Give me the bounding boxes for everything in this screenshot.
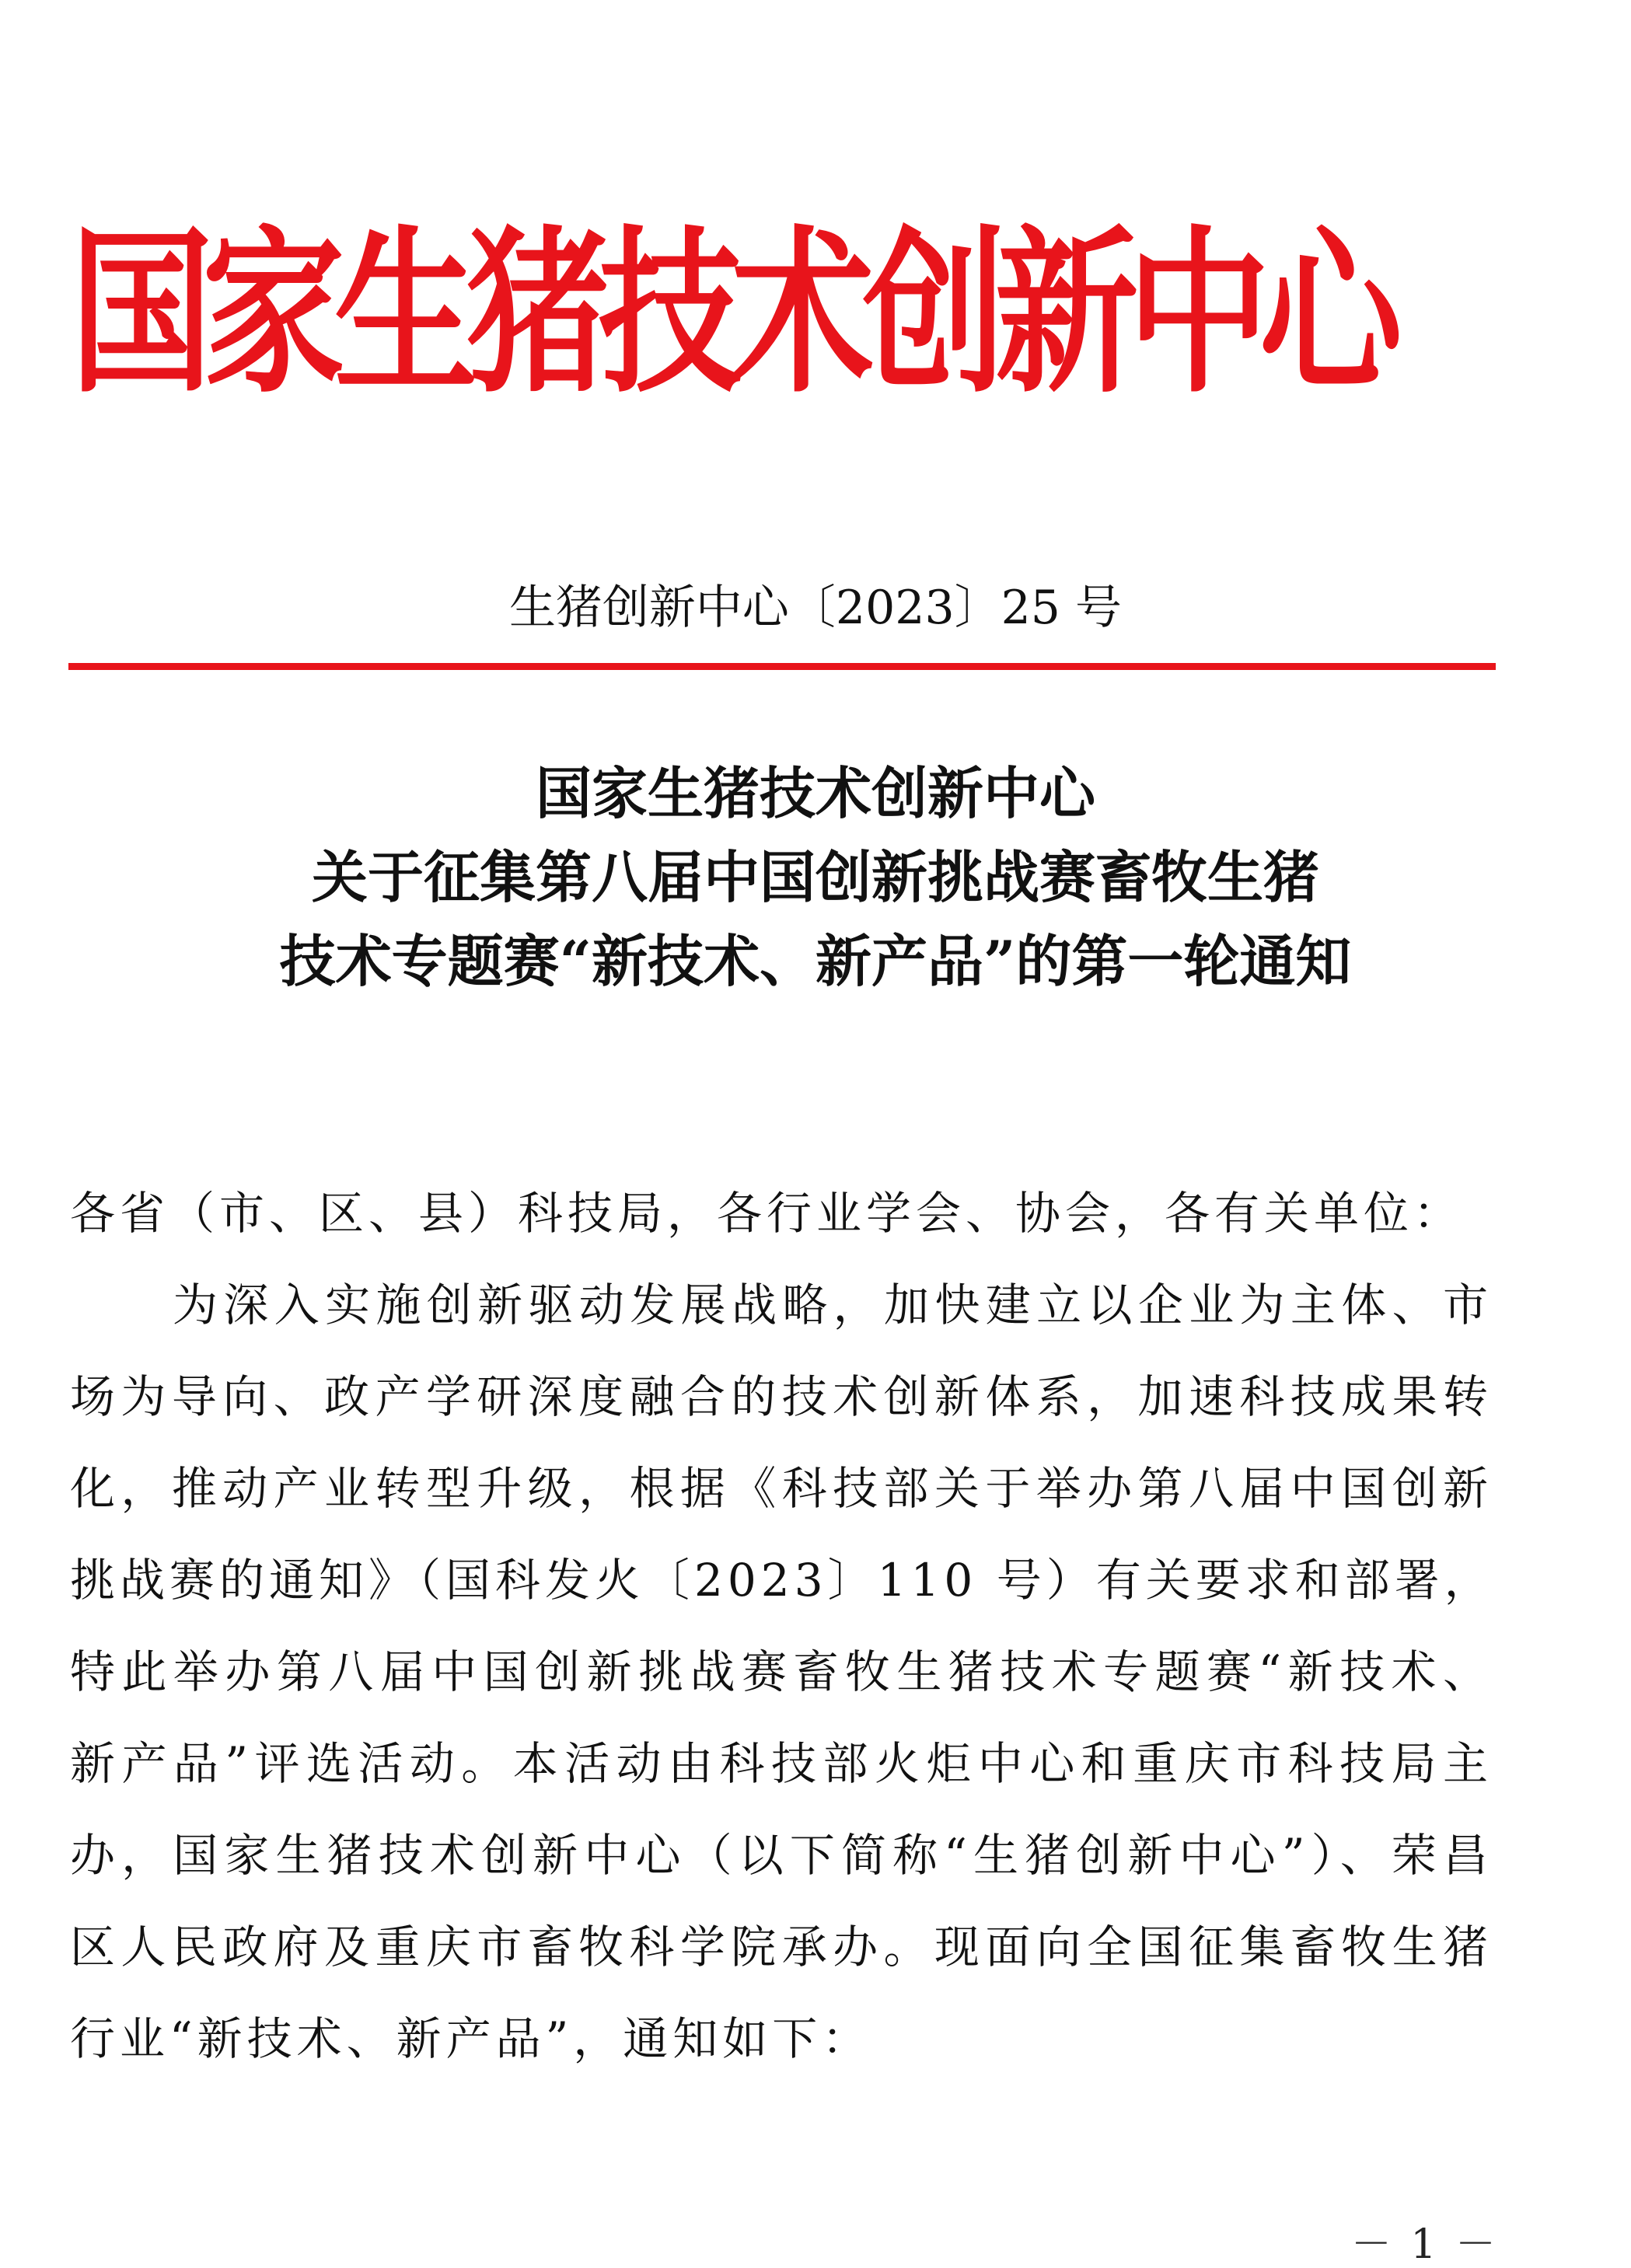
notice-body xyxy=(70,1167,1493,2085)
paragraph-line: 挑战赛的通知》（国科发火〔2023〕110 号）有关要求和部署， xyxy=(70,1554,1494,1607)
paragraph-line: 场为导向、政产学研深度融合的技术创新体系，加速科技成果转 xyxy=(70,1370,1493,1423)
paragraph-line: 新产品”评选活动。本活动由科技部火炬中心和重庆市科技局主 xyxy=(70,1737,1493,1790)
title-line-1: 国家生猪技术创新中心 xyxy=(535,760,1095,826)
document-number: 生猪创新中心〔2023〕25 号 xyxy=(508,581,1123,635)
paragraph-line: 区人民政府及重庆市畜牧科学院承办。现面向全国征集畜牧生猪 xyxy=(70,1921,1493,1973)
title-line-2: 关于征集第八届中国创新挑战赛畜牧生猪 xyxy=(311,844,1319,910)
notice-title xyxy=(0,760,1631,1017)
paragraph-line: 特此举办第八届中国创新挑战赛畜牧生猪技术专题赛“新技术、 xyxy=(70,1645,1493,1698)
paragraph-line: 为深入实施创新驱动发展战略，加快建立以企业为主体、市 xyxy=(173,1279,1493,1331)
paragraph-line: 行业“新技术、新产品”，通知如下： xyxy=(70,2012,872,2065)
page-number: － 1 － xyxy=(1350,2221,1499,2268)
addressee-line: 各省（市、区、县）科技局，各行业学会、协会，各有关单位： xyxy=(70,1187,1464,1240)
masthead-title: 国家生猪技术创新中心 xyxy=(70,211,1392,417)
title-line-3: 技术专题赛“新技术、新产品”的第一轮通知 xyxy=(279,928,1352,994)
red-divider-line xyxy=(68,663,1496,670)
paragraph-line: 化，推动产业转型升级，根据《科技部关于举办第八届中国创新 xyxy=(70,1462,1493,1515)
paragraph-line: 办，国家生猪技术创新中心（以下简称“生猪创新中心”）、荣昌 xyxy=(70,1829,1493,1882)
